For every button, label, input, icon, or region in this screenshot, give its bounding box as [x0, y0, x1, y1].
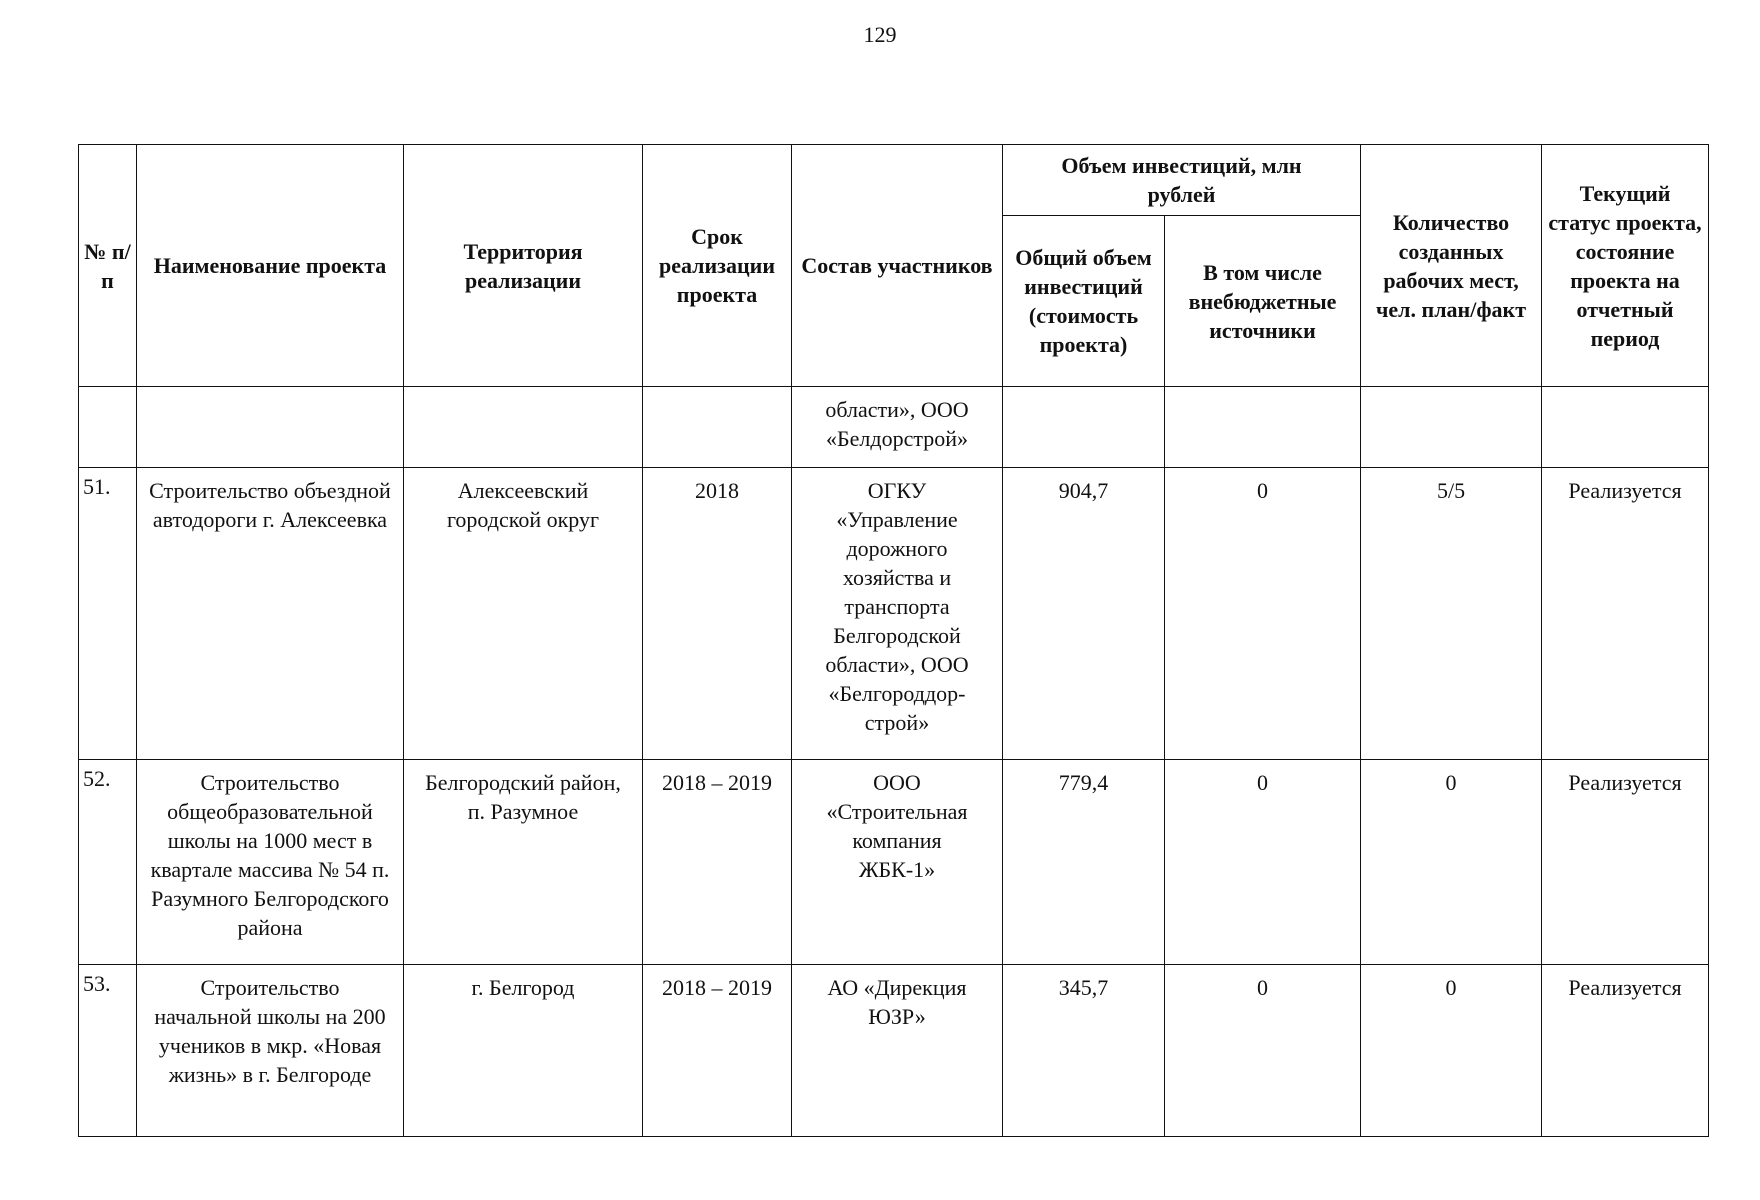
cell-empty — [404, 387, 643, 468]
cell-participants: АО «Дирекция ЮЗР» — [792, 965, 1003, 1137]
cell-participants: ОГКУ «Управление дорожного хозяйства и транспорта Белгородской области», ООО «Белгороддор-строй» — [792, 468, 1003, 760]
cell-empty — [79, 387, 137, 468]
cell-territory: г. Белгород — [404, 965, 643, 1137]
header-total: Общий объем инвестиций (стоимость проекта) — [1003, 216, 1165, 387]
table-row-continuation — [79, 387, 1709, 468]
header-jobs: Количество созданных рабочих мест, чел. план/факт — [1361, 145, 1542, 387]
header-status: Текущий статус проекта, состояние проекта на отчетный период — [1542, 145, 1709, 387]
cell-empty — [643, 387, 792, 468]
cell-participants: ООО «Строительная компания ЖБК-1» — [792, 760, 1003, 965]
cell-empty — [1165, 387, 1361, 468]
cell-extrabudget: 0 — [1165, 760, 1361, 965]
cell-num: 52. — [79, 760, 137, 965]
cell-extrabudget: 0 — [1165, 965, 1361, 1137]
cell-total: 904,7 — [1003, 468, 1165, 760]
cell-status: Реализуется — [1542, 965, 1709, 1137]
cell-status: Реализуется — [1542, 468, 1709, 760]
cell-name: Строительство объездной автодороги г. Алексеевка — [137, 468, 404, 760]
cell-name: Строительство начальной школы на 200 учеников в мкр. «Новая жизнь» в г. Белгороде — [137, 965, 404, 1137]
cell-jobs: 0 — [1361, 760, 1542, 965]
cell-term: 2018 – 2019 — [643, 965, 792, 1137]
cell-extrabudget: 0 — [1165, 468, 1361, 760]
cell-empty — [137, 387, 404, 468]
header-extrabudget: В том числе внебюджетные источники — [1165, 216, 1361, 387]
header-investments-group: Объем инвестиций, млн рублей — [1003, 145, 1361, 216]
cell-status: Реализуется — [1542, 760, 1709, 965]
cell-jobs: 0 — [1361, 965, 1542, 1137]
projects-table — [78, 144, 1709, 1137]
cell-name: Строительство общеобразовательной школы на 1000 мест в квартале массива № 54 п. Разумного Белгородского района — [137, 760, 404, 965]
header-num: № п/п — [79, 145, 137, 387]
cell-territory: Алексеевский городской округ — [404, 468, 643, 760]
header-territory: Территория реализации — [404, 145, 643, 387]
header-participants: Состав участников — [792, 145, 1003, 387]
cell-empty — [1003, 387, 1165, 468]
cell-term: 2018 — [643, 468, 792, 760]
cell-territory: Белгородский район, п. Разумное — [404, 760, 643, 965]
cell-jobs: 5/5 — [1361, 468, 1542, 760]
table-row — [79, 965, 1709, 1137]
header-name: Наименование проекта — [137, 145, 404, 387]
cell-empty — [1361, 387, 1542, 468]
cell-participants: области», ООО «Белдорстрой» — [792, 387, 1003, 468]
table-row — [79, 468, 1709, 760]
table-row — [79, 760, 1709, 965]
cell-empty — [1542, 387, 1709, 468]
cell-total: 779,4 — [1003, 760, 1165, 965]
cell-num: 53. — [79, 965, 137, 1137]
header-row-1 — [79, 145, 1709, 216]
header-term: Срок реализации проекта — [643, 145, 792, 387]
cell-total: 345,7 — [1003, 965, 1165, 1137]
page-number: 129 — [863, 22, 897, 47]
cell-num: 51. — [79, 468, 137, 760]
cell-term: 2018 – 2019 — [643, 760, 792, 965]
